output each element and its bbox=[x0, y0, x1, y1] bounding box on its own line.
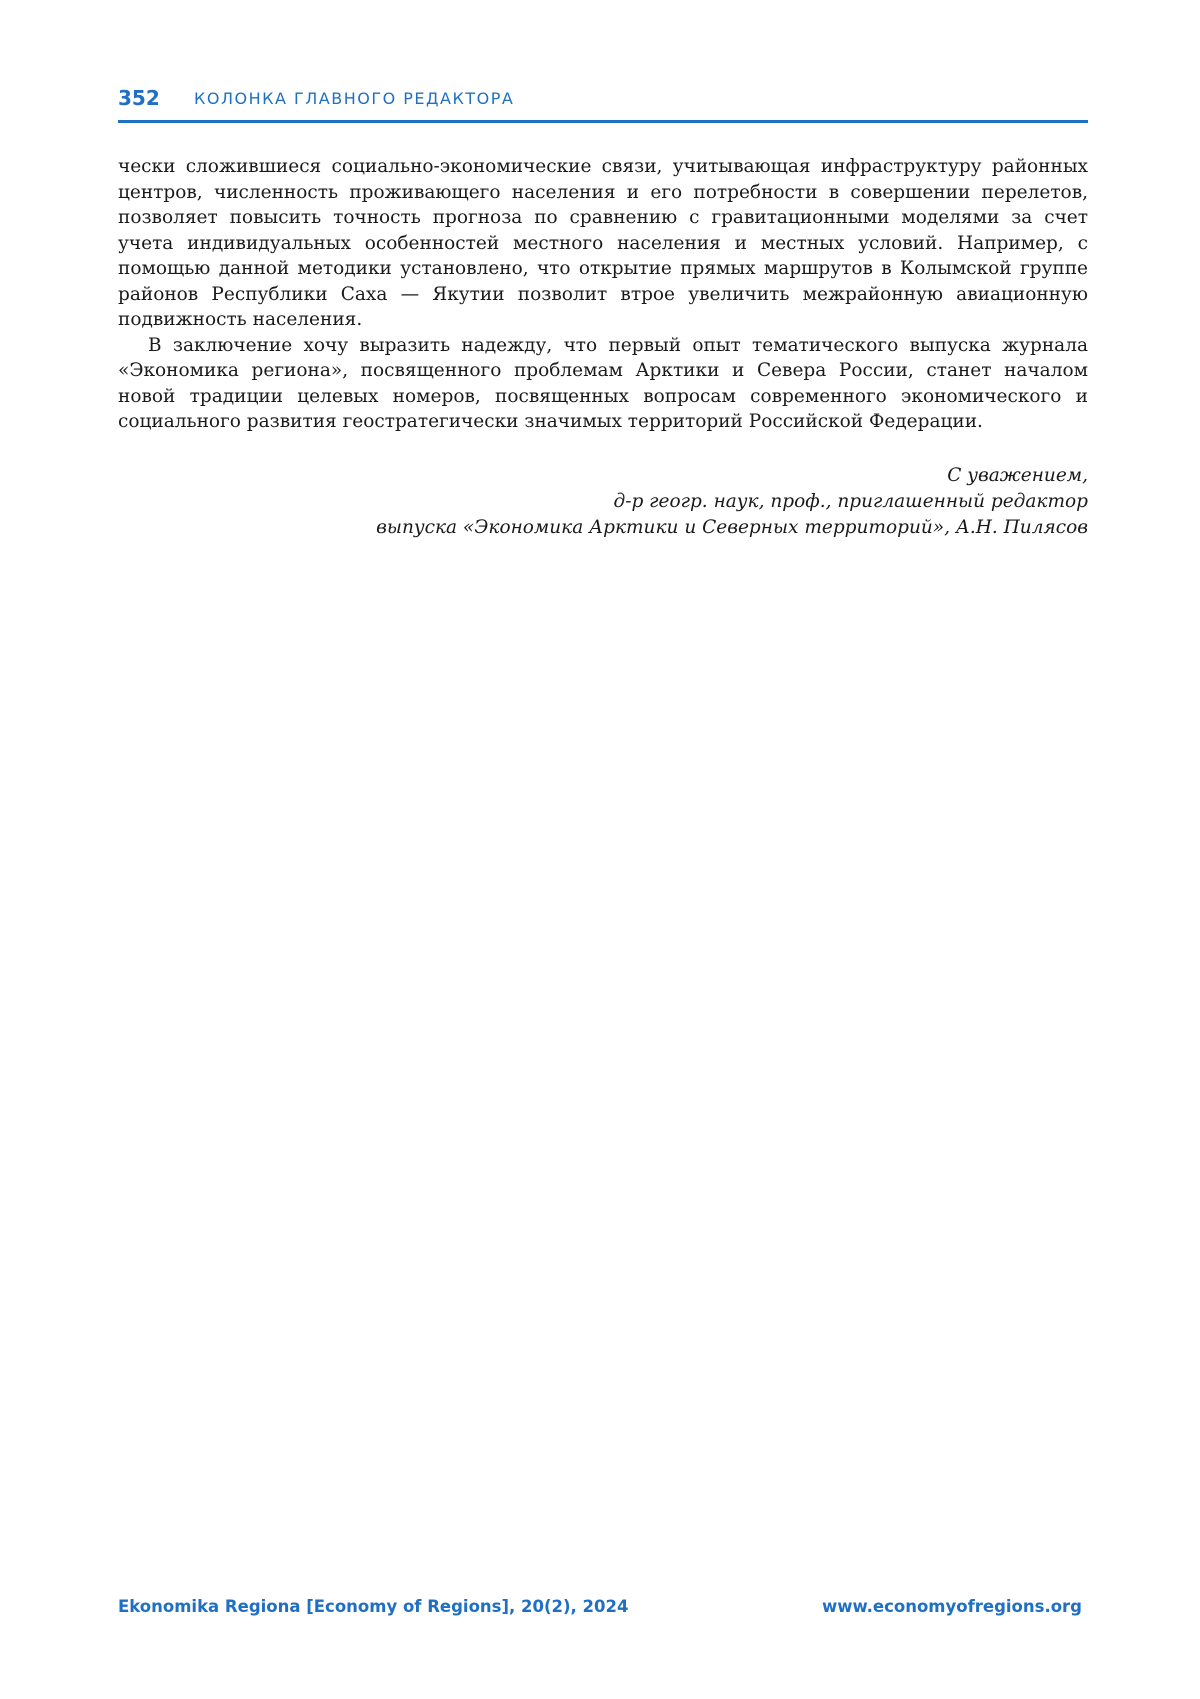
footer-journal-citation: Ekonomika Regiona [Economy of Regions], 20(2), 2024 bbox=[118, 1597, 629, 1616]
page-header bbox=[118, 84, 1088, 123]
paragraph: В заключение хочу выразить надежду, что первый опыт тематического выпуска журнала «Экономика региона», посвященного проблемам Арктики и Севера России, станет началом новой традиции целевых номеров, посвященных вопросам современного экономического и социального развития геостратегически значимых территорий Российской Федерации. bbox=[118, 334, 1088, 432]
footer-website-link[interactable]: www.economyofregions.org bbox=[821, 1597, 1082, 1616]
page-number: 352 bbox=[118, 86, 160, 110]
signature-line: С уважением, bbox=[947, 465, 1088, 486]
signature-line: д-р геогр. наук, проф., приглашенный редактор bbox=[613, 491, 1088, 512]
section-title: КОЛОНКА ГЛАВНОГО РЕДАКТОРА bbox=[194, 89, 515, 108]
signature-line: выпуска «Экономика Арктики и Северных территорий», А.Н. Пилясов bbox=[376, 517, 1088, 538]
paragraph: чески сложившиеся социально-экономические связи, учитывающая инфраструктуру районных центров, численность проживающего населения и его потребности в совершении перелетов, позволяет повысить точность прогноза по сравнению с гравитационными моделями за счет учета индивидуальных особенностей местного населения и местных условий. Например, с помощью данной методики установлено, что открытие прямых маршрутов в Колымской группе районов Республики Саха — Якутии позволит втрое увеличить межрайонную авиационную подвижность населения. bbox=[118, 156, 1088, 330]
article-body bbox=[118, 154, 1088, 435]
signature-block bbox=[118, 463, 1088, 541]
